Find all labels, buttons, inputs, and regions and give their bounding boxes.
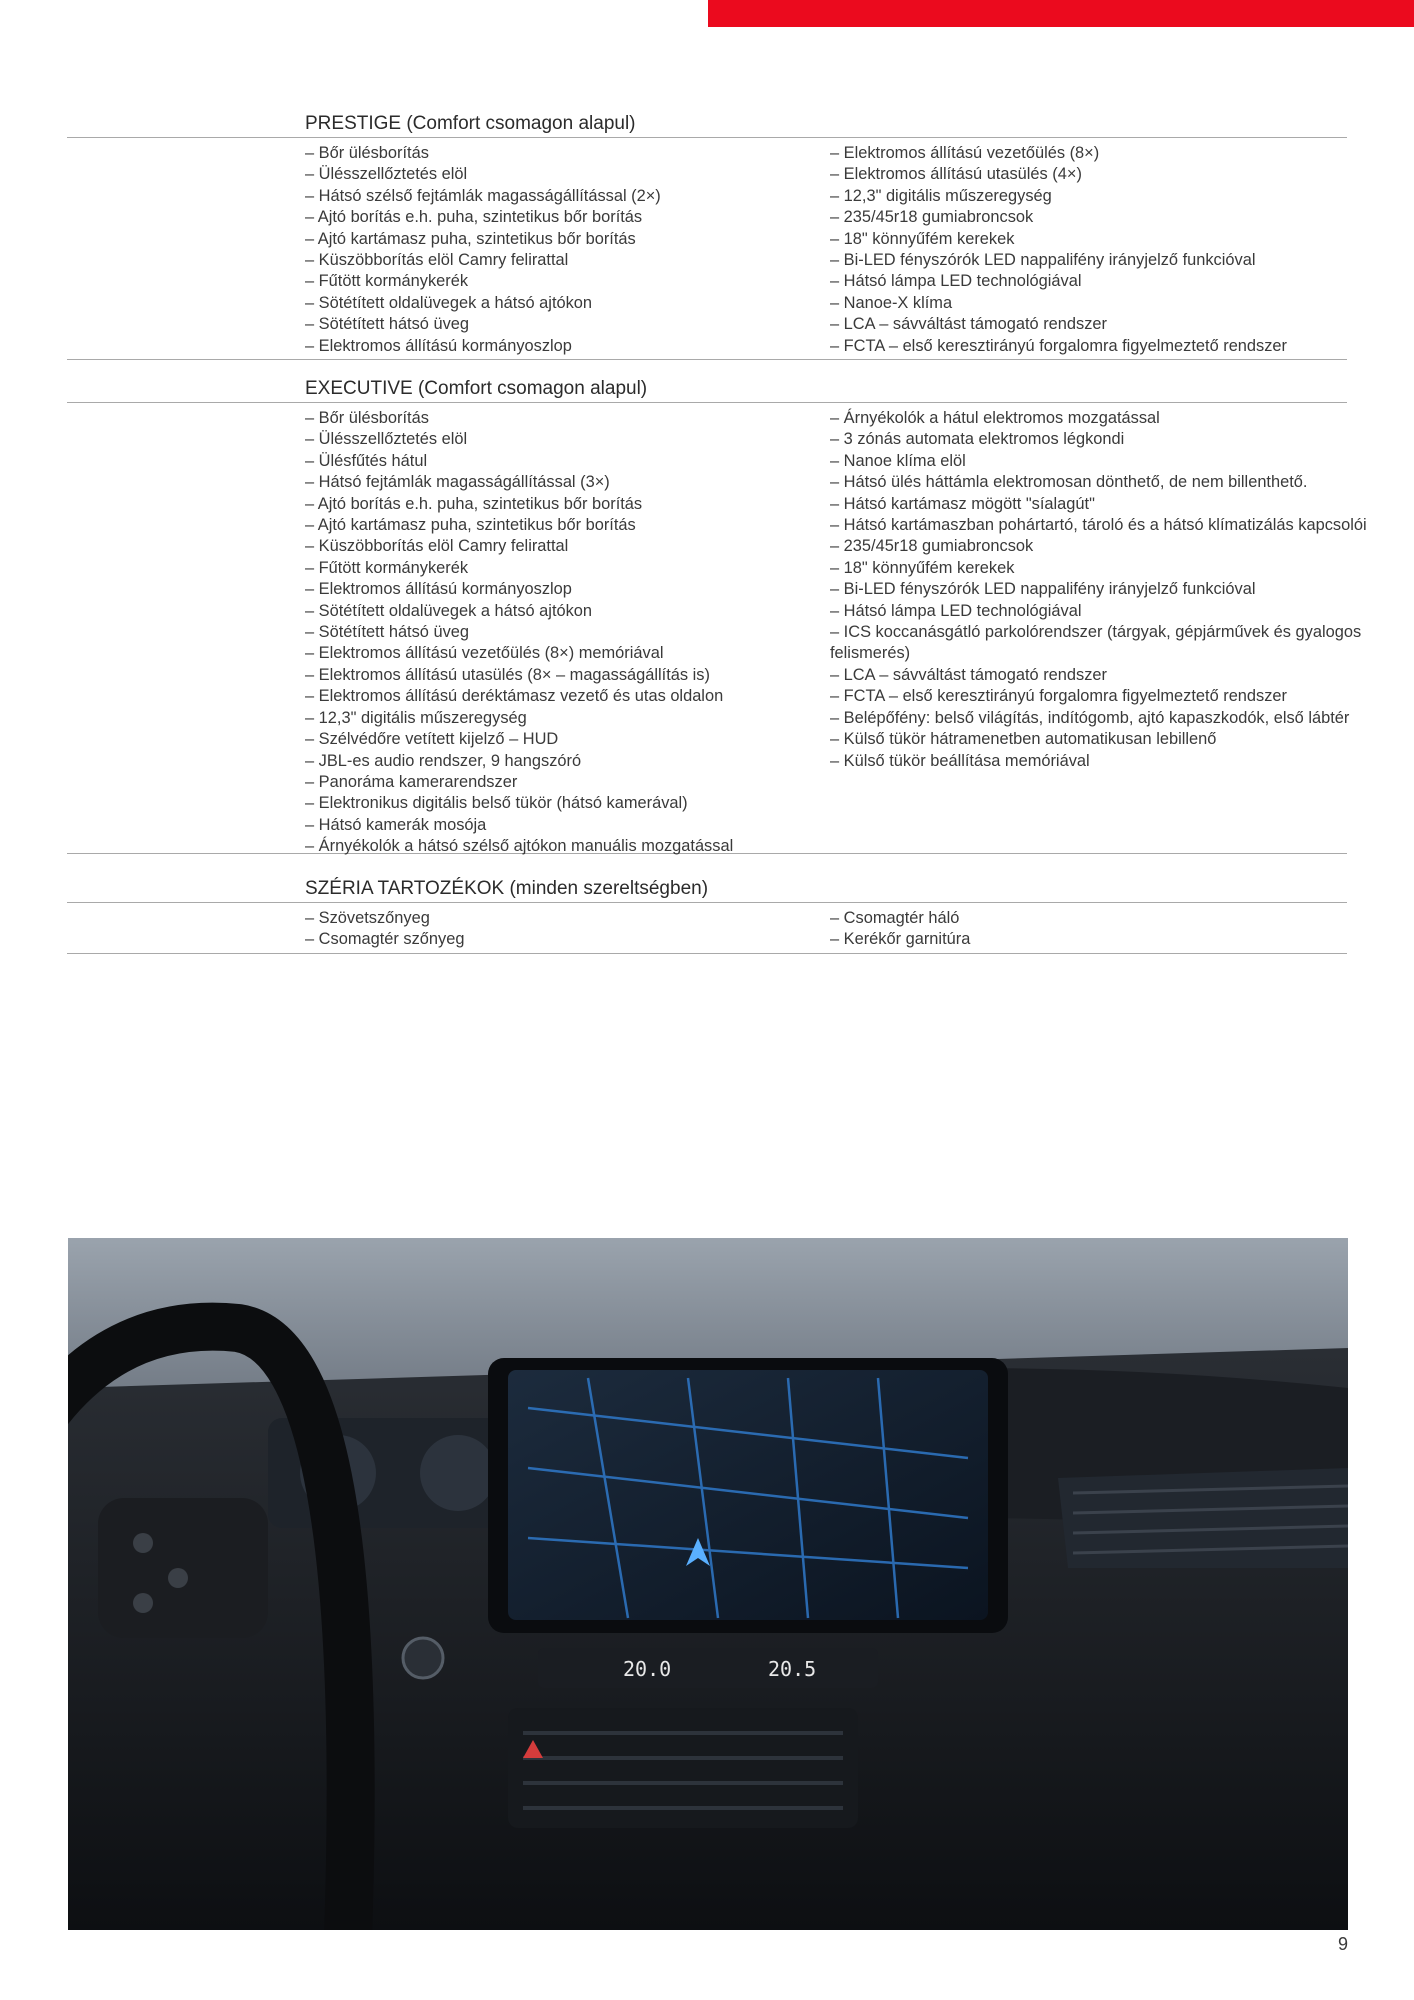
- list-item: – Sötétített oldalüvegek a hátsó ajtókon: [305, 293, 805, 314]
- list-item: – 12,3" digitális műszeregység: [830, 186, 1414, 207]
- list-item: – Hátsó kamerák mosója: [305, 815, 805, 836]
- climate-panel: [538, 1648, 878, 1688]
- list-item: – FCTA – első keresztirányú forgalomra figyelmeztető rendszer: [830, 336, 1414, 357]
- wheel-control-button: [133, 1593, 153, 1613]
- feature-list-right: [830, 908, 1414, 951]
- list-item: – Hátsó lámpa LED technológiával: [830, 601, 1414, 622]
- list-item: – Csomagtér szőnyeg: [305, 929, 805, 950]
- list-item: – Bi-LED fényszórók LED nappalifény irányjelző funkcióval: [830, 579, 1414, 600]
- list-item: – Elektromos állítású kormányoszlop: [305, 336, 805, 357]
- list-item: – 3 zónás automata elektromos légkondi: [830, 429, 1414, 450]
- list-item: – Ülésfűtés hátul: [305, 451, 805, 472]
- list-item: – Elektromos állítású vezetőülés (8×): [830, 143, 1414, 164]
- list-item: – Szélvédőre vetített kijelző – HUD: [305, 729, 805, 750]
- feature-list-left: [305, 408, 805, 858]
- section-header: [67, 105, 1347, 138]
- section-header: [67, 870, 1347, 903]
- list-item: – Fűtött kormánykerék: [305, 558, 805, 579]
- list-item: – Bi-LED fényszórók LED nappalifény irányjelző funkcióval: [830, 250, 1414, 271]
- list-item: – Elektromos állítású utasülés (8× – magasságállítás is): [305, 665, 805, 686]
- list-item: – ICS koccanásgátló parkolórendszer (tárgyak, gépjárművek és gyalogos felismerés): [830, 622, 1414, 665]
- list-item: – Belépőfény: belső világítás, indítógomb, ajtó kapaszkodók, első lábtér: [830, 708, 1414, 729]
- interior-photo: [68, 1238, 1348, 1930]
- list-item: – Sötétített hátsó üveg: [305, 622, 805, 643]
- wheel-control-button: [168, 1568, 188, 1588]
- list-item: – Elektronikus digitális belső tükör (hátsó kamerával): [305, 793, 805, 814]
- list-item: – Elektromos állítású vezetőülés (8×) memóriával: [305, 643, 805, 664]
- accent-bar: [708, 0, 1414, 27]
- cluster-gauge-right: [420, 1435, 496, 1511]
- navigation-screen: [508, 1370, 988, 1620]
- list-item: – Ajtó borítás e.h. puha, szintetikus bőr borítás: [305, 494, 805, 515]
- climate-temp-right: 20.5: [768, 1657, 817, 1681]
- list-item: – Bőr ülésborítás: [305, 408, 805, 429]
- list-item: – Ülésszellőztetés elöl: [305, 164, 805, 185]
- section-title: PRESTIGE (Comfort csomagon alapul): [305, 113, 636, 134]
- list-item: – Elektromos állítású utasülés (4×): [830, 164, 1414, 185]
- list-item: – Külső tükör hátramenetben automatikusan lebillenő: [830, 729, 1414, 750]
- list-item: – Árnyékolók a hátsó szélső ajtókon manuális mozgatással: [305, 836, 805, 857]
- list-item: – Szövetszőnyeg: [305, 908, 805, 929]
- section-header: [67, 370, 1347, 403]
- list-item: – Hátsó kartámasz mögött "síalagút": [830, 494, 1414, 515]
- section-body: [67, 903, 1347, 954]
- feature-list-left: [305, 143, 805, 357]
- wheel-control-button: [133, 1533, 153, 1553]
- list-item: – Hátsó ülés háttámla elektromosan dönthető, de nem billenthető.: [830, 472, 1414, 493]
- section-body: [67, 138, 1347, 360]
- list-item: – Küszöbborítás elöl Camry felirattal: [305, 536, 805, 557]
- list-item: – Nanoe klíma elöl: [830, 451, 1414, 472]
- dashboard-illustration: [68, 1238, 1348, 1930]
- list-item: – JBL-es audio rendszer, 9 hangszóró: [305, 751, 805, 772]
- list-item: – Bőr ülésborítás: [305, 143, 805, 164]
- list-item: – Sötétített hátsó üveg: [305, 314, 805, 335]
- list-item: – Ajtó kartámasz puha, szintetikus bőr borítás: [305, 229, 805, 250]
- list-item: – Sötétített oldalüvegek a hátsó ajtókon: [305, 601, 805, 622]
- list-item: – 12,3" digitális műszeregység: [305, 708, 805, 729]
- list-item: – Hátsó kartámaszban pohártartó, tároló és a hátsó klímatizálás kapcsolói: [830, 515, 1414, 536]
- section-body: [67, 403, 1367, 856]
- list-item: – Ülésszellőztetés elöl: [305, 429, 805, 450]
- list-item: – Ajtó borítás e.h. puha, szintetikus bőr borítás: [305, 207, 805, 228]
- list-item: – Csomagtér háló: [830, 908, 1414, 929]
- list-item: – LCA – sávváltást támogató rendszer: [830, 314, 1414, 335]
- start-button: [403, 1638, 443, 1678]
- list-item: – Elektromos állítású deréktámasz vezető és utas oldalon: [305, 686, 805, 707]
- list-item: – Kerékőr garnitúra: [830, 929, 1414, 950]
- section-title: EXECUTIVE (Comfort csomagon alapul): [305, 378, 648, 399]
- section-executive: [67, 370, 1367, 856]
- list-item: – Küszöbborítás elöl Camry felirattal: [305, 250, 805, 271]
- section-title: SZÉRIA TARTOZÉKOK (minden szereltségben): [305, 878, 709, 899]
- list-item: – Külső tükör beállítása memóriával: [830, 751, 1414, 772]
- list-item: – 235/45r18 gumiabroncsok: [830, 536, 1414, 557]
- climate-temp-left: 20.0: [623, 1657, 672, 1681]
- list-item: – 18" könnyűfém kerekek: [830, 229, 1414, 250]
- list-item: – FCTA – első keresztirányú forgalomra figyelmeztető rendszer: [830, 686, 1414, 707]
- list-item: – 235/45r18 gumiabroncsok: [830, 207, 1414, 228]
- list-item: – 18" könnyűfém kerekek: [830, 558, 1414, 579]
- page-number: 9: [1337, 1934, 1348, 1954]
- list-item: – Hátsó fejtámlák magasságállítással (3×): [305, 472, 805, 493]
- steering-wheel-hub: [98, 1498, 268, 1638]
- list-item: – LCA – sávváltást támogató rendszer: [830, 665, 1414, 686]
- list-item: – Ajtó kartámasz puha, szintetikus bőr borítás: [305, 515, 805, 536]
- feature-list-right: [830, 408, 1414, 772]
- list-item: – Fűtött kormánykerék: [305, 271, 805, 292]
- list-item: – Elektromos állítású kormányoszlop: [305, 579, 805, 600]
- list-item: – Hátsó lámpa LED technológiával: [830, 271, 1414, 292]
- section-prestige: [67, 105, 1347, 360]
- list-item: – Nanoe-X klíma: [830, 293, 1414, 314]
- feature-list-right: [830, 143, 1414, 357]
- feature-list-left: [305, 908, 805, 951]
- section-standard-accessories: [67, 870, 1347, 954]
- list-item: – Árnyékolók a hátul elektromos mozgatással: [830, 408, 1414, 429]
- list-item: – Panoráma kamerarendszer: [305, 772, 805, 793]
- list-item: – Hátsó szélső fejtámlák magasságállítással (2×): [305, 186, 805, 207]
